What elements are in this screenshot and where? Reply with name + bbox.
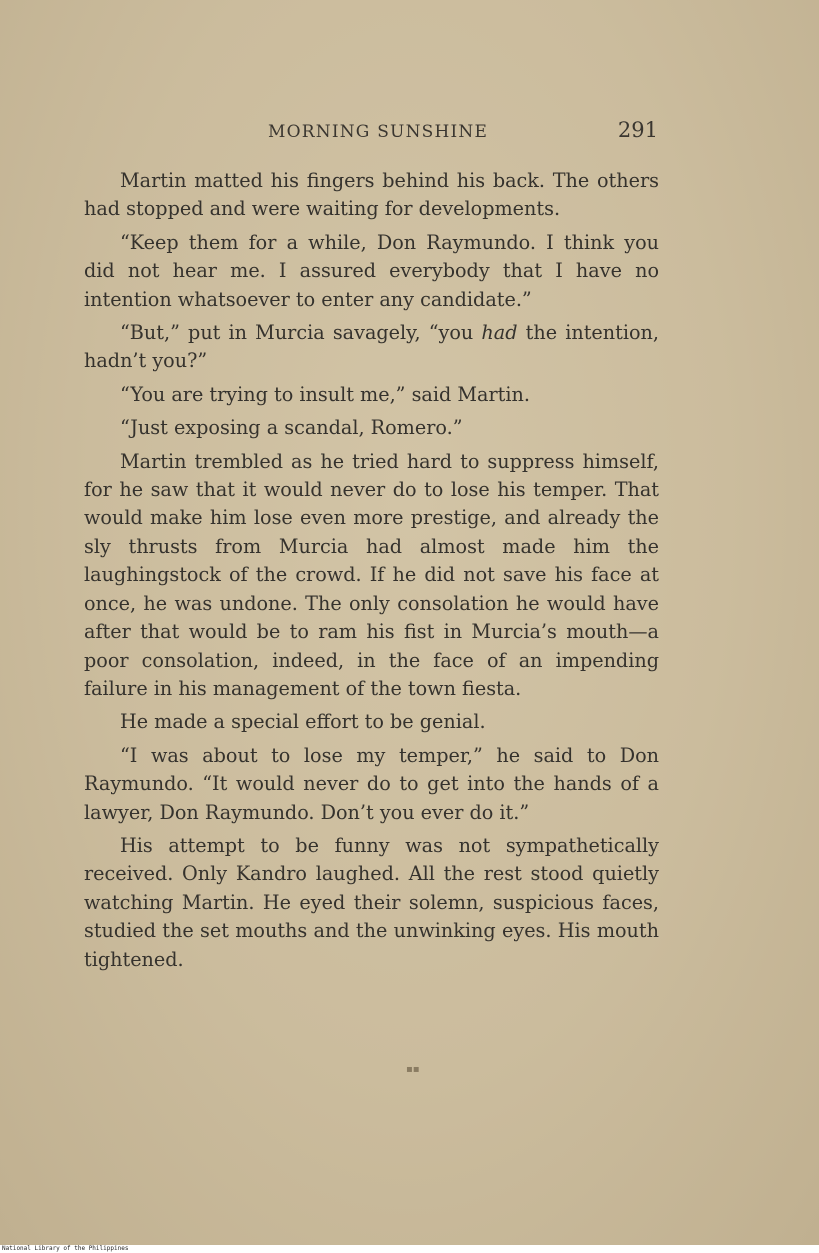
ink-smudge: ▪▪: [406, 1064, 420, 1075]
running-title: MORNING SUNSHINE: [268, 122, 489, 142]
paragraph-5: “Just exposing a scandal, Romero.”: [120, 416, 463, 440]
page-header: [120, 118, 658, 148]
page-number: 291: [617, 118, 658, 142]
paragraph-2: “Keep them for a while, Don Raymundo. I think you did not hear me. I assured everybody that I have no intention whatsoever to enter any candidate.”: [84, 230, 659, 311]
footer-credit: National Library of the Philippines: [2, 1245, 129, 1252]
paragraph-7: He made a special effort to be genial.: [120, 710, 486, 734]
paragraph-4: “You are trying to insult me,” said Martin.: [120, 382, 530, 406]
body-text: [84, 167, 659, 979]
paragraph-8: “I was about to lose my temper,” he said to Don Raymundo. “It would never do to get into the hands of a lawyer, Don Raymundo. Don’t you ever do it.”: [84, 743, 659, 824]
paragraph-3: “But,” put in Murcia savagely, “you had the intention, hadn’t you?”: [84, 321, 659, 373]
paragraph-6: Martin trembled as he tried hard to suppress himself, for he saw that it would never do to lose his temper. That would make him lose even more prestige, and already the sly thrusts from Murcia had almost made him the laughingstock of the crowd. If he did not save his face at once, he was undone. The only consolation he would have after that would be to ram his fist in Murcia’s mouth—a poor consolation, indeed, in the face of an impending failure in his management of the town fiesta.: [84, 449, 659, 700]
paragraph-1: Martin matted his fingers behind his back. The others had stopped and were waiting for developments.: [84, 169, 659, 221]
footer-bar: [0, 1245, 819, 1253]
paragraph-9: His attempt to be funny was not sympathetically received. Only Kandro laughed. All the rest stood quietly watching Martin. He eyed their solemn, suspicious faces, studied the set mouths and the unwinking eyes. His mouth tightened.: [84, 833, 659, 971]
